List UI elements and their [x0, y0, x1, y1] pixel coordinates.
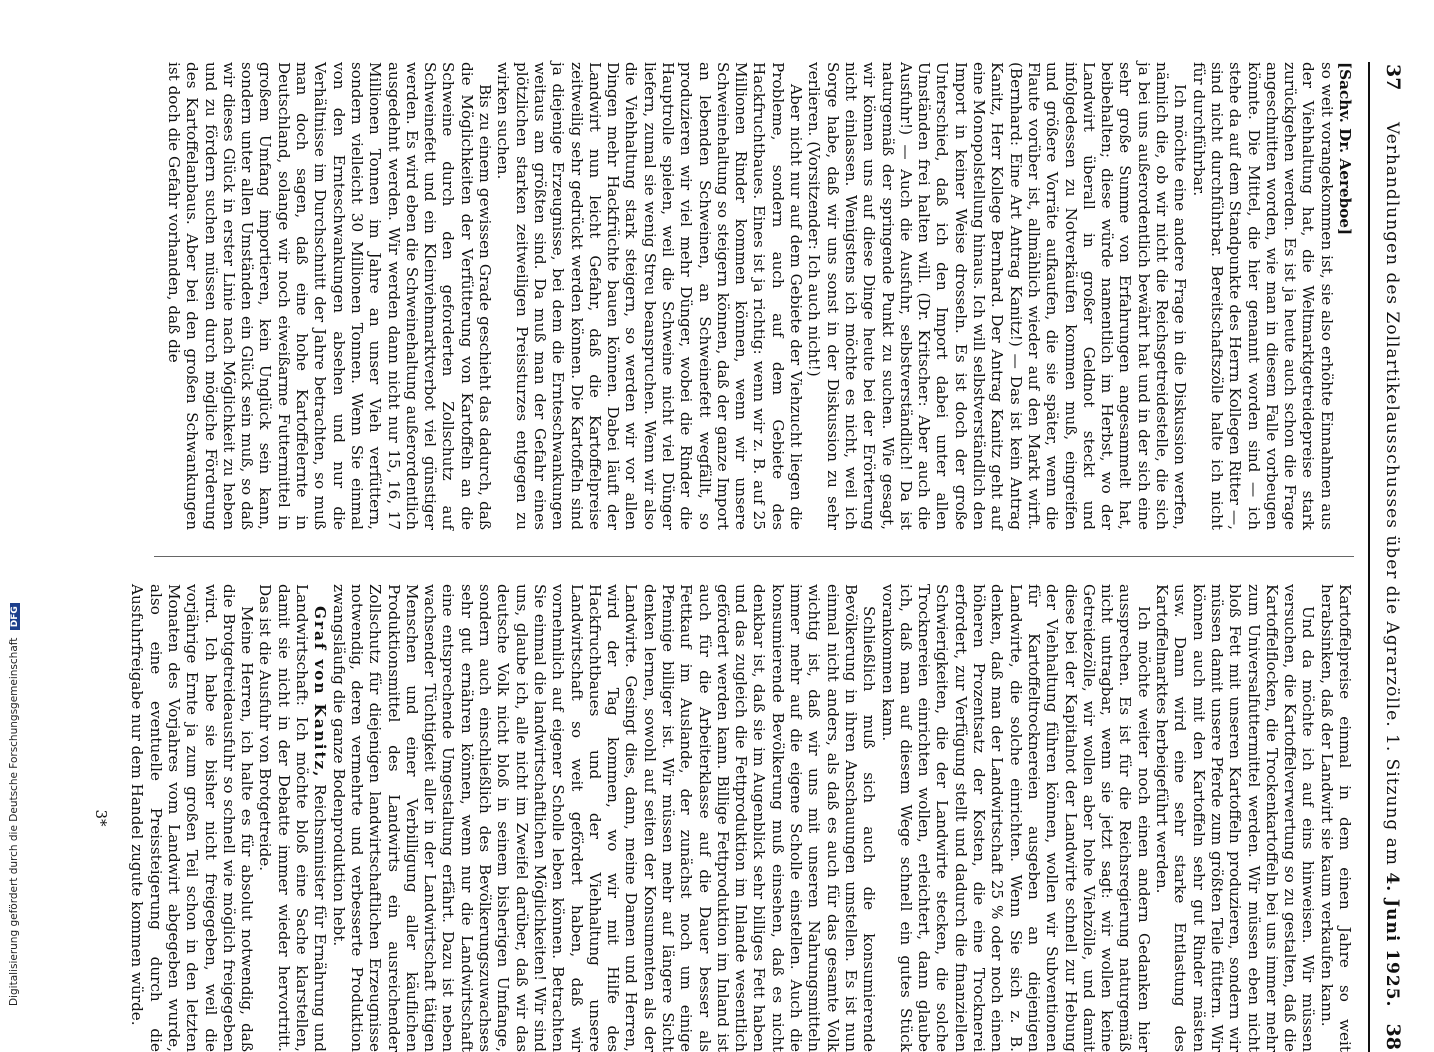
- page-number-right: 38: [1382, 1023, 1404, 1050]
- left-speaker-line: [1336, 62, 1354, 530]
- speaker-kanitz-role: Reichsminister für Ernährung und Landwirtschaft:: [293, 584, 330, 1052]
- left-paragraph: so weit vorangekommen ist, sie also erhöhte Einnahmen aus der Viehhaltung hat, die Weltmarktgetreidepreise stark zurückgehen werden. Es ist ja heute auch schon die Frage angeschnitten worden, wie man in diesem Falle vorbeugen könnte. Die Mittel, die hier genannt worden sind — ich stehe da auf dem Standpunkte des Herrn Kollegen Ritter —, sind nicht durchführbar. Bereitschaftszölle halte ich nicht für durchführbar.: [1189, 62, 1336, 530]
- speaker-aereboe: [Sachv. Dr. Aereboe]: [1336, 62, 1354, 236]
- page-number-left: 37: [1382, 64, 1404, 91]
- dfg-logo: DFG: [10, 603, 20, 630]
- right-paragraph: Meine Herren, ich halte es für absolut notwendig, daß die Brotgetreideausfuhr so schnell wie möglich freigegeben wird. Ich habe sie bisher nicht freigegeben, weil die vorjährige Ernte ja zum großen Teil schon in den letzten Monaten des Vorjahres vom Landwirt abgegeben wurde, also eine eventuelle Preissteigerung durch die Ausfuhrfreigabe nur dem Handel zugute kommen würde.: [128, 584, 257, 1052]
- right-column: [92, 584, 1354, 1052]
- left-paragraph: Bis zu einem gewissen Grade geschieht das dadurch, daß die Möglichkeiten der Verfütterung von Kartoffeln an die Schweine durch den geforderten Zollschutz auf Schweinefett und ein Kleinviehmarktverbot viel günstiger werden. Es wird eben die Schweinehaltung außerordentlich ausgedehnt werden. Wir werden dann nicht nur 15, 16, 17 Millionen Tonnen im Jahre an unser Vieh verfüttern, sondern vielleicht 30 Millionen Tonnen. Wenn Sie einmal von den Ernteschwankungen absehen und nur die Verhältnisse im Durchschnitt der Jahre betrachten, so muß man doch sagen, daß eine hohe Kartoffelernte in Deutschland, solange wir noch eiweißarme Futtermittel in großem Umfang importieren, kein Unglück sein kann, sondern unter allen Umständen ein Glück sein muß, so daß wir dieses Glück in erster Linie nach Möglichkeit zu heben und zu fördern suchen müssen durch mögliche Förderung des Kartoffelanbaus. Aber bei den großen Schwankungen ist doch die Gefahr vorhanden, daß die: [165, 62, 495, 530]
- speaker-kanitz-paragraph: [256, 584, 329, 1052]
- speaker-kanitz-text: Ich möchte bloß eine Sache klarstellen, damit sie nicht in der Debatte immer wieder hervortritt. Das ist die Ausfuhr von Brotgetreide.: [256, 584, 312, 1052]
- right-paragraph: Schließlich muß sich auch die konsumierende Bevölkerung in ihren Anschauungen umstellen. Es ist nun einmal nicht anders, als daß es auch für das gesamte Volk wichtig ist, daß wir uns mit unseren Nahrungsmitteln immer mehr auf die eigene Scholle einstellen. Auch die konsumierende Bevölkerung muß einsehen, daß es nicht denkbar ist, daß sie im Augenblick sehr billiges Fett haben und das zugleich die Fettproduktion im Inlande wesentlich gefördert werden kann. Billige Fettproduktion im Inland ist auch für die Arbeiterklasse auf die Dauer besser als Fettkauf im Auslande, der zunächst noch um einige Pfennige billiger ist. Wir müssen mehr auf längere Sicht denken lernen, sowohl auf seiten der Konsumenten als der Landwirte. Gesingt dies, dann, meine Damen und Herren, wird der Tag kommen, wo wir mit Hilfe des Hackfruchtbaues und der Viehhaltung unsere Landwirtschaft so weit gefördert haben, daß wir vornehmlich auf eigener Scholle leben können. Betrachten Sie einmal die landwirtschaftlichen Möglichkeiten! Wir sind uns, glaube ich, alle nicht im Zweifel darüber, daß wir das deutsche Volk nicht bloß in seinem bisherigen Umfange, sondern auch einschließlich des Bevölkerungszuwachses sehr gut ernähren können, wenn nur die Landwirtschaft eine entsprechende Umgestaltung erfährt. Dazu ist neben wachsender Tüchtigkeit aller in der Landwirtschaft tätigen Menschen und einer Verbilligung aller käuflichen Produktionsmittel des Landwirts ein ausreichender Zollschutz für diejenigen landwirtschaftlichen Erzeugnisse notwendig, deren vermehrte und verbesserte Produktion zwangsläufig die ganze Bodenproduktion hebt.: [329, 584, 879, 1052]
- session-date: 4. Juni 1925.: [1382, 872, 1402, 1008]
- speaker-kanitz: Graf von Kanitz,: [311, 606, 330, 779]
- right-paragraph: Kartoffelpreise einmal in dem einen Jahre so weit herabsinken, daß der Landwirt sie kaum verkaufen kann.: [1317, 584, 1354, 1052]
- left-paragraph: Aber nicht nur auf dem Gebiete der Viehzucht liegen die Probleme, sondern auch auf dem Gebiete des Hackfruchtbaues. Eines ist ja richtig: wenn wir z. B. auf 25 Millionen Rinder kommen können, wenn wir unsere Schweinehaltung so steigern können, daß der ganze Import an lebenden Schweinen, an Schweinefett wegfällt, so produzieren wir viel mehr Dünger, wobei die Rinder die Hauptrolle spielen, weil die Schweine nicht viel Dünger liefern, zumal sie wenig Streu beanspruchen. Wenn wir also die Viehhaltung stark steigern, so werden wir vor allen Dingen mehr Hackfrüchte bauen können. Dabei läuft der Landwirt nun leicht Gefahr, daß die Kartoffelpreise zeitweilig sehr gedrückt werden können. Die Kartoffeln sind ja diejenige Erzeugnisse, bei dem die Ernteschwankungen weitaus am größten sind. Da muß man der Gefahr eines plötzlichen starken zeitweiligen Preissturzes entgegen zu wirken suchen.: [494, 62, 806, 530]
- left-paragraph: Ich möchte eine andere Frage in die Diskussion werfen, nämlich die, ob wir nicht die Reichsgetreidestelle, die sich ja bei uns außerordentlich bewährt hat und in der sich eine sehr große Summe von Erfahrungen angesammelt hat, beibehalten; diese würde namentlich im Herbst, wo der Landwirt überall in großer Geldnot steckt und infolgedessen zu Notverkäufen kommen muß, eingreifen und größere Vorräte aufkaufen, die sie später, wenn die Flaute vorüber ist, allmählich wieder auf den Markt wirft. (Bernhard: Eine Art Antrag Kanitz!) — Das ist kein Antrag Kanitz, Herr Kollege Bernhard. Der Antrag Kanitz geht auf eine Monopolstellung hinaus. Ich will selbstverständlich den Import in keiner Weise drosseln. Es ist doch der große Unterschied, daß ich den Import dabei unter allen Umständen frei halten will. (Dr. Kritscher: Aber auch die Ausfuhr!) — Auch die Ausfuhr, selbstverständlich! Da ist naturgemäß der springende Punkt zu suchen. Wie gesagt, wir können uns auf diese Dinge heute bei der Erörterung nicht einlassen. Wenigstens ich möchte es nicht, weil ich Sorge habe, daß wir uns sonst in der Diskussion zu sehr verlieren. (Vorsitzender: Ich auch nicht!): [805, 62, 1190, 530]
- left-column: [165, 62, 1354, 530]
- page-title: [1382, 122, 1402, 1008]
- page-title-text: Verhandlungen des Zollartikelausschusses über die Agrarzölle. 1. Sitzung am: [1382, 122, 1402, 866]
- right-paragraph: Ich möchte weiter noch einen andern Gedanken hier aussprechen. Es ist für die Reichsregierung naturgemäß nicht untragbar, wenn sie jetzt sagt: wir wollen keine Getreidezölle, wir wollen aber hohe Viehzölle, und damit diese bei der Kapitalnot der Landwirte schnell zur Hebung der Viehhaltung führen können, wollen wir Subventionen für Kartoffeltrocknereien ausgeben an diejenigen Landwirte, die solche einrichten. Wenn Sie sich z. B. denken, daß man der Landwirtschaft 25 % oder noch einen höheren Prozentsatz der Kosten, die eine Trocknerei erfordert, zur Verfügung stellt und dadurch die finanziellen Schwierigkeiten, die der Landwirte stecken, die solche Trocknereien einrichten wollen, erleichtert, dann glaube ich, daß man auf diesem Wege schnell ein gutes Stück vorankommen kann.: [878, 584, 1153, 1052]
- digitization-footer: [8, 6, 24, 1006]
- running-head: [1368, 62, 1410, 1052]
- column-divider: [154, 556, 1354, 557]
- signature-mark: 3*: [92, 809, 111, 827]
- rotated-page: [30, 62, 1410, 1052]
- right-paragraph: Und da möchte ich auf eins hinweisen. Wir müssen versuchen, die Kartoffelverwertung so zu gestalten, daß die Kartoffelflocken, die Trockenkartoffeln bei uns immer mehr zum Universalfuttermittel werden. Wir müssen eben nicht bloß Fett mit unseren Kartoffeln produzieren, sondern wir müssen damit unsere Pferde zum größten Teile füttern. Wir können auch mit den Kartoffeln sehr gut Rinder mästen usw. Dann wird eine sehr starke Entlastung des Kartoffelmarktes herbeigeführt werden.: [1153, 584, 1318, 1052]
- digitization-note: Digitalisierung gefördert durch die Deutsche Forschungsgemeinschaft: [8, 637, 20, 1006]
